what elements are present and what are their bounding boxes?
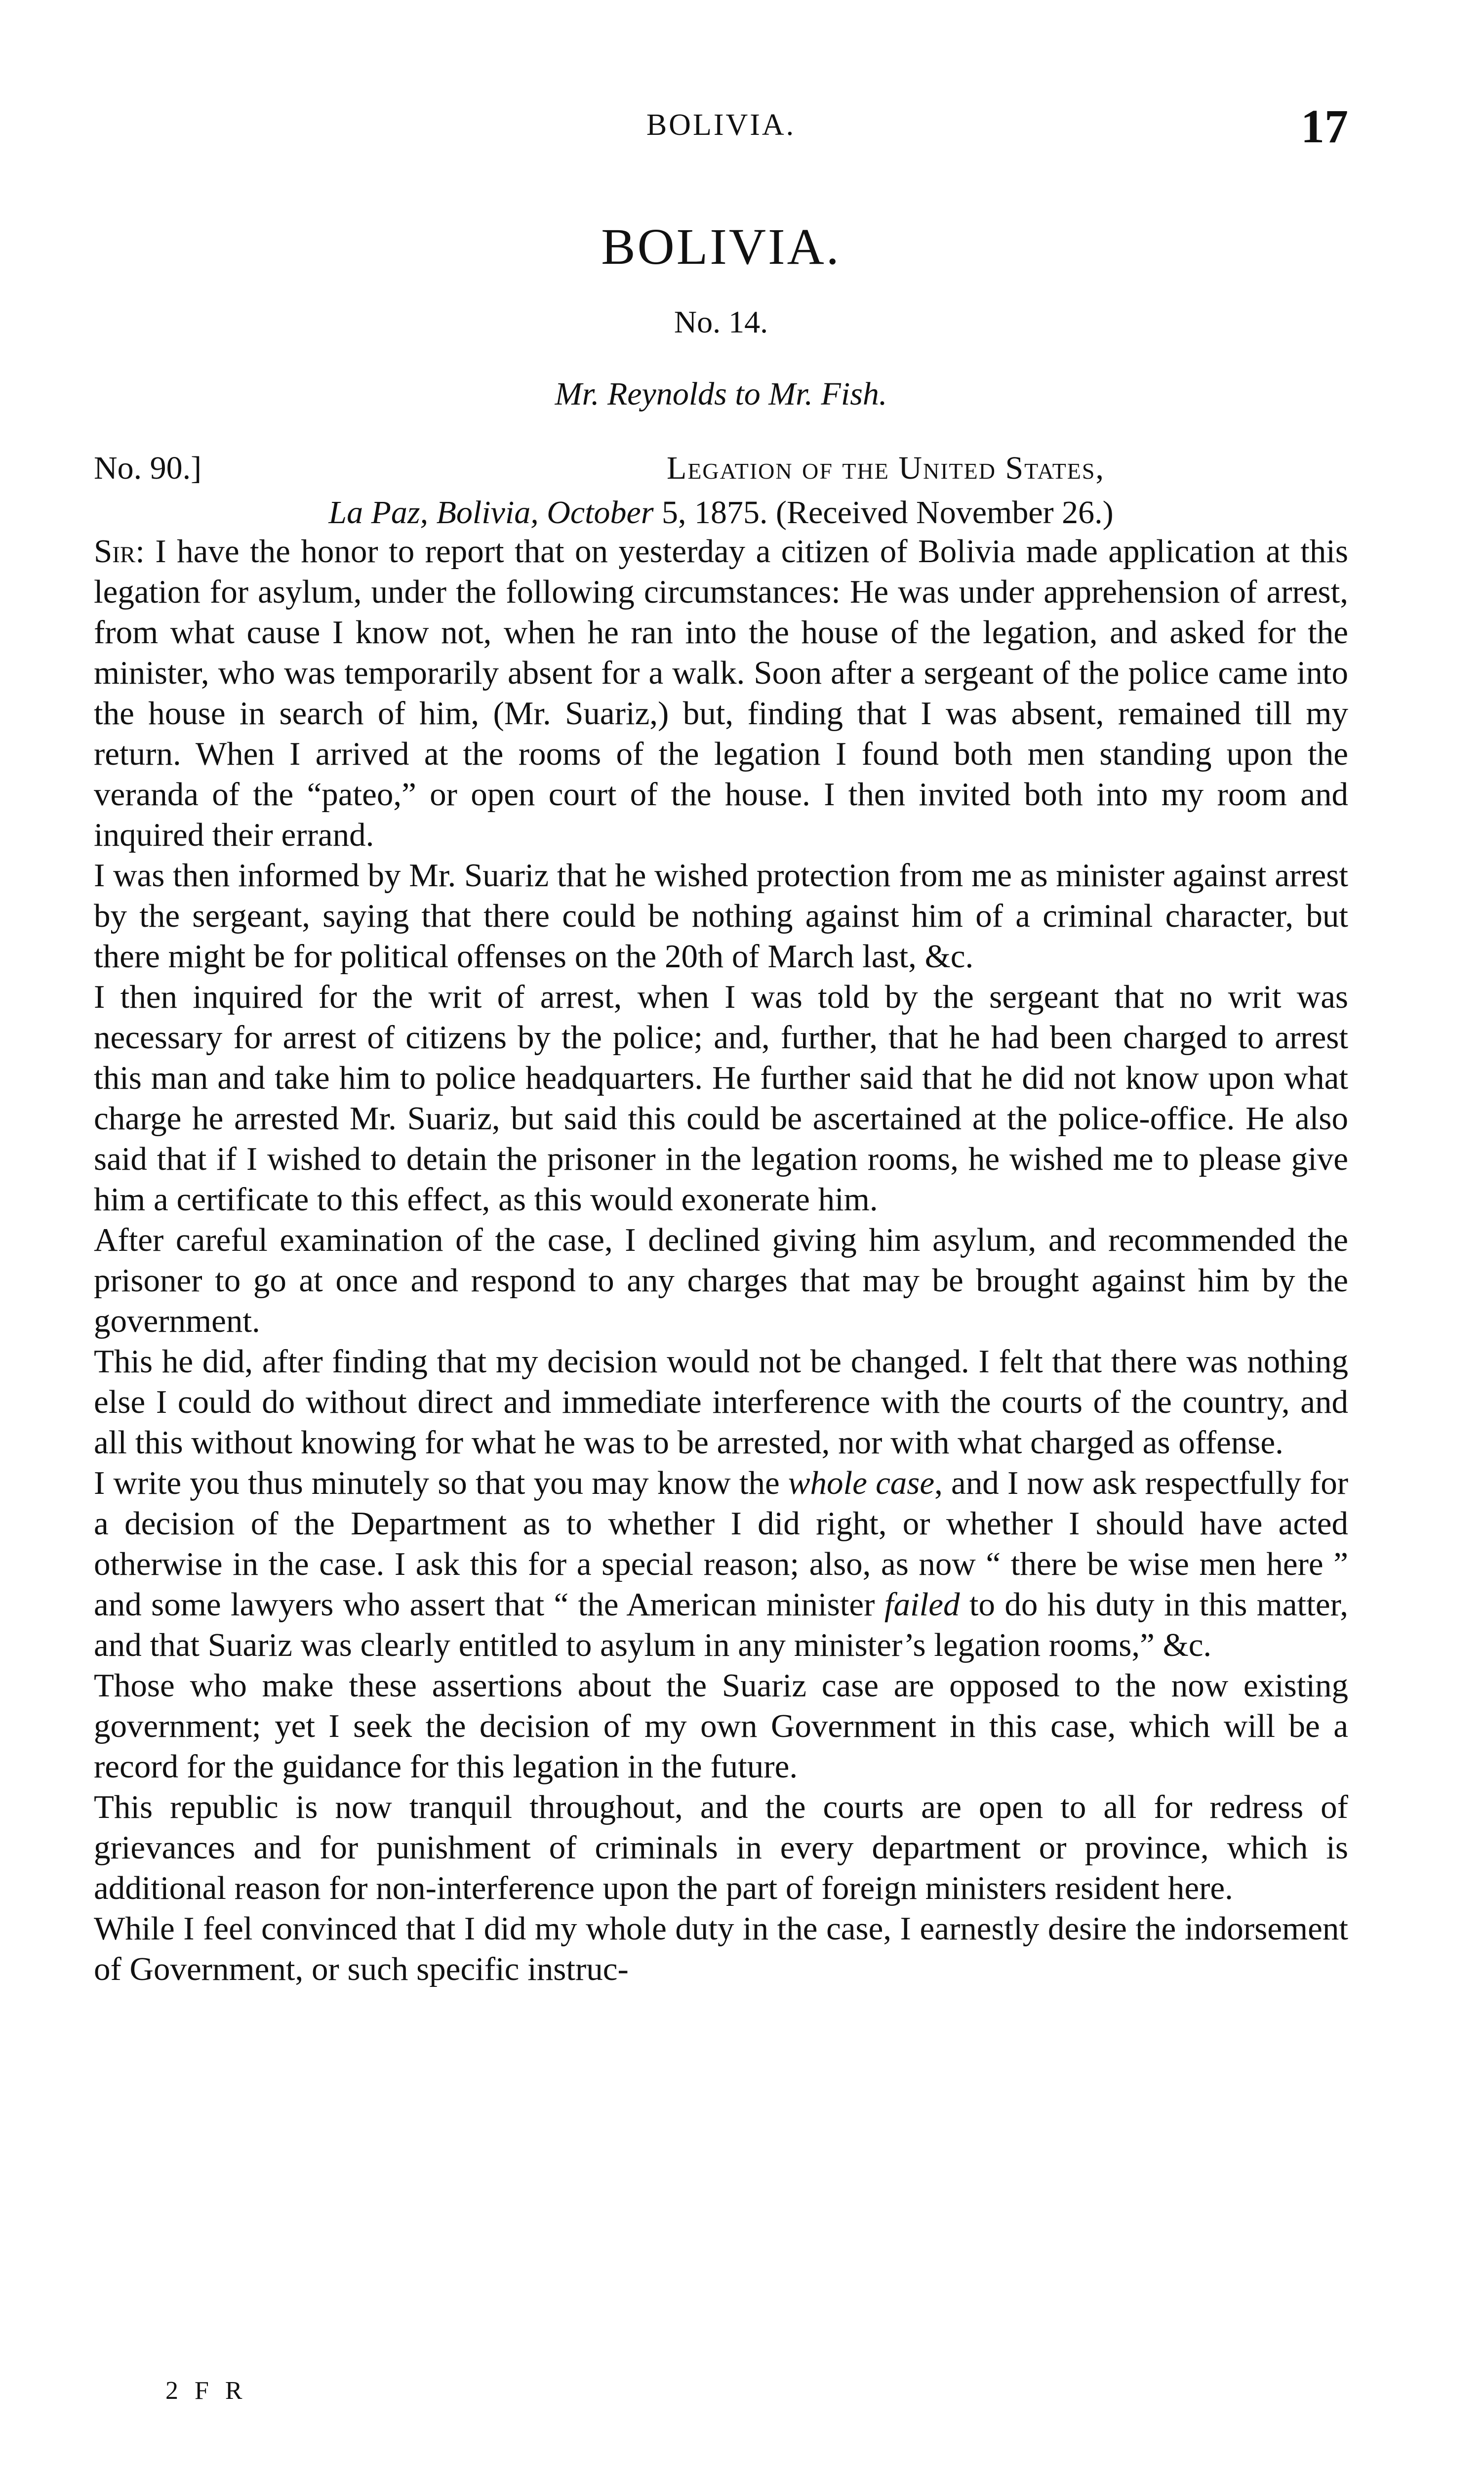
document-number: No. 14. [674, 304, 768, 339]
paragraph-6-emphasis-2: failed [884, 1586, 960, 1623]
paragraph-3: I then inquired for the writ of arrest, when I was told by the sergeant that no writ was necessary for arrest of citizens by the police; and, further, that he had been charged to arrest this man and take him to police headquarters. He further said that he did not know upon what charge he arrested Mr. Suariz, but said this could be ascertained at the police-office. He also said that if I wished to detain the prisoner in the legation rooms, he wished me to please give him a certificate to this effect, as this would exonerate him. [94, 979, 1348, 1218]
dateline-date: 5, 1875. [662, 494, 768, 531]
running-head [94, 99, 1348, 153]
paragraph-8: This republic is now tranquil throughout, and the courts are open to all for redress of grievances and for punishment of criminals in every department or province, which is additional reason for non-interference upon the part of foreign ministers resident here. [94, 1789, 1348, 1906]
section-title: BOLIVIA. [601, 218, 841, 275]
paragraph-6-emphasis-1: whole case [788, 1465, 935, 1501]
paragraph-2: I was then informed by Mr. Suariz that he wished protection from me as minister against arrest by the sergeant, saying that there could be nothing against him of a criminal character, but there might be for political offenses on the 20th of March last, &c. [94, 857, 1348, 975]
paragraph-7: Those who make these assertions about the Suariz case are opposed to the now existing government; yet I seek the decision of my own Government in this case, which will be a record for the guidance for this legation in the future. [94, 1667, 1348, 1785]
paragraph-1-text: I have the honor to report that on yesterday a citizen of Bolivia made application at this legation for asylum, under the following circumstances: He was under apprehension of arrest, from what cause I know not, when he ran into the house of the legation, and asked for the minister, who was temporarily absent for a walk. Soon after a sergeant of the police came into the house in search of him, (Mr. Suariz,) but, finding that I was absent, remained till my return. When I arrived at the rooms of the legation I found both men standing upon the veranda of the “pateo,” or open court of the house. I then invited both into my room and inquired their errand. [94, 533, 1348, 853]
paragraph-6 [94, 1463, 1348, 1665]
paragraph-6-part-b: , and I now ask respectfully for a decision of the Department as to whether I did right, or whether I should have acted otherwise in the case. I ask this for a special reason; also, as now “ there be wise men here ” and some lawyers who assert that “ the American minister [94, 1465, 1349, 1623]
received-note: (Received November 26.) [776, 494, 1114, 531]
salutation: Sir: [94, 533, 145, 570]
paragraph-6-part-a: I write you thus minutely so that you may know the [94, 1465, 780, 1501]
page-number: 17 [1301, 100, 1348, 153]
printer-signature-mark: 2 F R [165, 2377, 247, 2405]
correspondence-line: Mr. Reynolds to Mr. Fish. [555, 376, 887, 412]
paragraph-1 [94, 531, 1348, 855]
running-head-title: BOLIVIA. [646, 108, 796, 142]
paragraph-4: After careful examination of the case, I declined giving him asylum, and recommended the prisoner to go at once and respond to any charges that may be brought against him by the government. [94, 1222, 1348, 1339]
paragraph-6-part-c: to do his duty in this matter, and that Suariz was clearly entitled to asylum in any minister’s legation rooms,” &c. [94, 1586, 1349, 1663]
paragraph-5: This he did, after finding that my decision would not be changed. I felt that there was nothing else I could do without direct and immediate interference with the courts of the country, and all this without knowing for what he was to be arrested, nor with what charged as offense. [94, 1343, 1348, 1461]
dispatch-header [94, 450, 1348, 494]
letter-body [94, 531, 1348, 1989]
dateline-place: La Paz, Bolivia, October [328, 494, 654, 531]
paragraph-9: While I feel convinced that I did my whole duty in the case, I earnestly desire the indorsement of Government, or such specific instruc- [94, 1910, 1348, 1987]
dispatch-number: No. 90.] [94, 450, 202, 486]
legation-name: Legation of the United States, [667, 450, 1105, 486]
